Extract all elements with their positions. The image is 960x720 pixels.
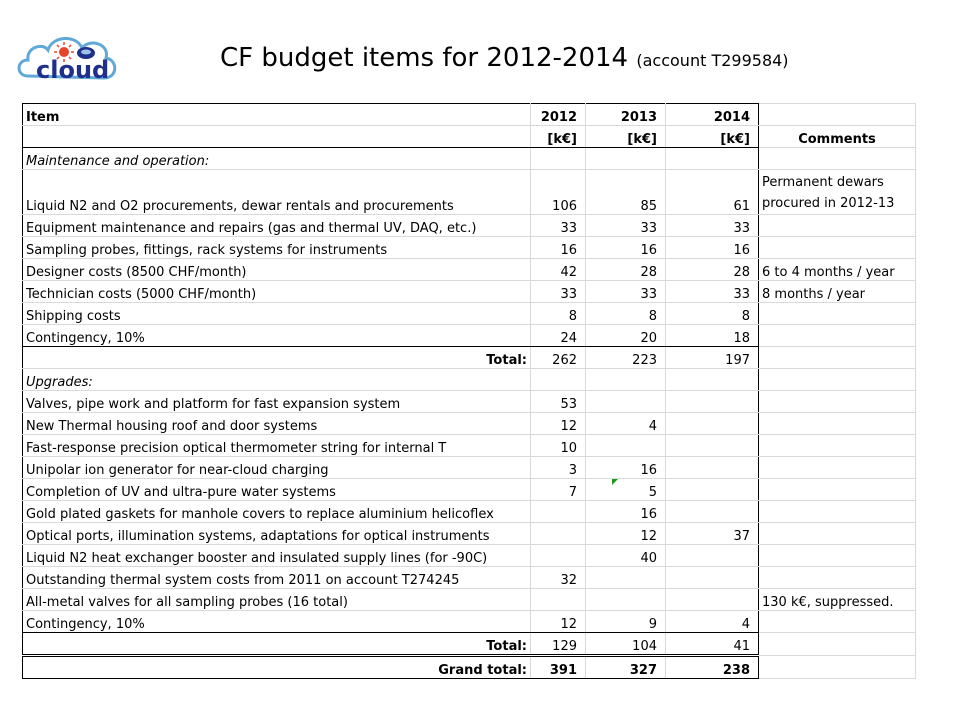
section-label: Upgrades: bbox=[23, 369, 531, 391]
title-main: CF budget items for 2012-2014 bbox=[220, 43, 629, 73]
cell-comment bbox=[759, 656, 916, 679]
cell-comment: 8 months / year bbox=[759, 281, 916, 303]
cell-2014 bbox=[666, 457, 759, 479]
table-row bbox=[23, 303, 916, 325]
table-row bbox=[23, 545, 916, 567]
cell-2013: 5 bbox=[586, 479, 666, 501]
cell-comment: 6 to 4 months / year bbox=[759, 259, 916, 281]
cell-2012: 12 bbox=[531, 413, 586, 435]
cell-item: Shipping costs bbox=[23, 303, 531, 325]
cell-2014: 61 bbox=[666, 170, 759, 215]
cell-2013: 12 bbox=[586, 523, 666, 545]
header-row bbox=[23, 104, 916, 126]
unit-2012: [k€] bbox=[531, 126, 586, 148]
cell-comment: 130 k€, suppressed. bbox=[759, 589, 916, 611]
grand-total-2013: 327 bbox=[586, 656, 666, 679]
cell-2012: 106 bbox=[531, 170, 586, 215]
cell-comment bbox=[759, 567, 916, 589]
cell-2012: 16 bbox=[531, 237, 586, 259]
cell-comment: Permanent dewars procured in 2012-13 bbox=[759, 170, 916, 215]
cell-item: Optical ports, illumination systems, adaptations for optical instruments bbox=[23, 523, 531, 545]
cell-comment bbox=[759, 611, 916, 633]
grand-total-2012: 391 bbox=[531, 656, 586, 679]
cell-2012: 32 bbox=[531, 567, 586, 589]
cell-2014 bbox=[666, 435, 759, 457]
table-row bbox=[23, 523, 916, 545]
grand-total-row bbox=[23, 656, 916, 679]
cell-2014 bbox=[666, 479, 759, 501]
cell-comment bbox=[759, 435, 916, 457]
cell-2012: 33 bbox=[531, 215, 586, 237]
total-row bbox=[23, 633, 916, 656]
cell-2012: 42 bbox=[531, 259, 586, 281]
cell-2012 bbox=[531, 501, 586, 523]
cell-2013 bbox=[586, 567, 666, 589]
total-2013: 223 bbox=[586, 347, 666, 369]
cell-2013 bbox=[586, 369, 666, 391]
cell-comment bbox=[759, 479, 916, 501]
table-row bbox=[23, 457, 916, 479]
cell-2012 bbox=[531, 545, 586, 567]
cell-2012: 53 bbox=[531, 391, 586, 413]
cell-comment bbox=[759, 391, 916, 413]
cell-2014 bbox=[666, 545, 759, 567]
cell-2014: 28 bbox=[666, 259, 759, 281]
cell-2013: 40 bbox=[586, 545, 666, 567]
cell-item: Fast-response precision optical thermometer string for internal T bbox=[23, 435, 531, 457]
cell-2014: 33 bbox=[666, 281, 759, 303]
cell-2013: 33 bbox=[586, 215, 666, 237]
cell-item: Unipolar ion generator for near-cloud charging bbox=[23, 457, 531, 479]
cell-2013 bbox=[586, 589, 666, 611]
cell-comment bbox=[759, 457, 916, 479]
page-title bbox=[220, 43, 789, 73]
cell-2012: 3 bbox=[531, 457, 586, 479]
cell-2012 bbox=[531, 369, 586, 391]
header-2014: 2014 bbox=[666, 104, 759, 126]
cell-2013: 20 bbox=[586, 325, 666, 347]
cell-2014: 4 bbox=[666, 611, 759, 633]
cell-2014 bbox=[666, 413, 759, 435]
cell-2012: 10 bbox=[531, 435, 586, 457]
unit-2013: [k€] bbox=[586, 126, 666, 148]
logo-text: cloud bbox=[36, 56, 110, 84]
cell-2013: 33 bbox=[586, 281, 666, 303]
cell-comment bbox=[759, 523, 916, 545]
total-row bbox=[23, 347, 916, 369]
table-row bbox=[23, 391, 916, 413]
cell-2012: 12 bbox=[531, 611, 586, 633]
table-row bbox=[23, 237, 916, 259]
cell-2012: 8 bbox=[531, 303, 586, 325]
table-row bbox=[23, 501, 916, 523]
cell-2014 bbox=[666, 589, 759, 611]
cell-comment bbox=[759, 633, 916, 656]
cell-2014 bbox=[666, 567, 759, 589]
cell-2014: 37 bbox=[666, 523, 759, 545]
table-row bbox=[23, 567, 916, 589]
cell-item: Equipment maintenance and repairs (gas and thermal UV, DAQ, etc.) bbox=[23, 215, 531, 237]
cell-item: Completion of UV and ultra-pure water systems bbox=[23, 479, 531, 501]
title-account: (account T299584) bbox=[636, 51, 789, 70]
total-2012: 129 bbox=[531, 633, 586, 656]
unit-item bbox=[23, 126, 531, 148]
cell-2013 bbox=[586, 148, 666, 170]
cell-item: Outstanding thermal system costs from 2011 on account T274245 bbox=[23, 567, 531, 589]
cell-comment bbox=[759, 501, 916, 523]
total-2014: 41 bbox=[666, 633, 759, 656]
cell-item: Liquid N2 heat exchanger booster and insulated supply lines (for -90C) bbox=[23, 545, 531, 567]
cell-item: Contingency, 10% bbox=[23, 611, 531, 633]
section-label: Maintenance and operation: bbox=[23, 148, 531, 170]
table-row bbox=[23, 215, 916, 237]
cell-comment bbox=[759, 545, 916, 567]
cell-2013: 9 bbox=[586, 611, 666, 633]
table-row bbox=[23, 325, 916, 347]
table-row bbox=[23, 281, 916, 303]
total-label: Total: bbox=[23, 347, 531, 369]
cell-comment bbox=[759, 148, 916, 170]
table-row bbox=[23, 413, 916, 435]
budget-table bbox=[22, 103, 916, 679]
cell-item: All-metal valves for all sampling probes (16 total) bbox=[23, 589, 531, 611]
cell-2013 bbox=[586, 391, 666, 413]
cell-2013 bbox=[586, 435, 666, 457]
section-label-row bbox=[23, 369, 916, 391]
cell-2014 bbox=[666, 501, 759, 523]
cell-2014: 18 bbox=[666, 325, 759, 347]
comments-header: Comments bbox=[759, 126, 916, 148]
table-row bbox=[23, 259, 916, 281]
section-label-row bbox=[23, 148, 916, 170]
cell-comment bbox=[759, 237, 916, 259]
total-label: Total: bbox=[23, 633, 531, 656]
cell-item: Sampling probes, fittings, rack systems for instruments bbox=[23, 237, 531, 259]
header-2013: 2013 bbox=[586, 104, 666, 126]
cell-2014: 33 bbox=[666, 215, 759, 237]
unit-row bbox=[23, 126, 916, 148]
cell-2014: 8 bbox=[666, 303, 759, 325]
total-2014: 197 bbox=[666, 347, 759, 369]
cell-2013: 8 bbox=[586, 303, 666, 325]
cell-2012: 7 bbox=[531, 479, 586, 501]
table-row bbox=[23, 611, 916, 633]
grand-total-label: Grand total: bbox=[23, 656, 531, 679]
cell-item: New Thermal housing roof and door systems bbox=[23, 413, 531, 435]
table-row bbox=[23, 170, 916, 215]
cell-item: Gold plated gaskets for manhole covers to replace aluminium helicoflex bbox=[23, 501, 531, 523]
cloud-logo bbox=[14, 28, 124, 86]
cell-2013: 16 bbox=[586, 457, 666, 479]
cell-comment bbox=[759, 215, 916, 237]
cell-comment bbox=[759, 303, 916, 325]
cell-2014 bbox=[666, 391, 759, 413]
cell-2012 bbox=[531, 589, 586, 611]
cell-2013: 28 bbox=[586, 259, 666, 281]
cell-item: Valves, pipe work and platform for fast expansion system bbox=[23, 391, 531, 413]
cell-comment bbox=[759, 369, 916, 391]
table-row bbox=[23, 435, 916, 457]
cell-item: Liquid N2 and O2 procurements, dewar rentals and procurements bbox=[23, 170, 531, 215]
cell-2013: 16 bbox=[586, 237, 666, 259]
cell-2013: 16 bbox=[586, 501, 666, 523]
cell-comment bbox=[759, 413, 916, 435]
cell-comment bbox=[759, 347, 916, 369]
cell-2012: 33 bbox=[531, 281, 586, 303]
cell-2012 bbox=[531, 523, 586, 545]
header-2012: 2012 bbox=[531, 104, 586, 126]
cell-item: Designer costs (8500 CHF/month) bbox=[23, 259, 531, 281]
header-comments-blank bbox=[759, 104, 916, 126]
unit-2014: [k€] bbox=[666, 126, 759, 148]
grand-total-2014: 238 bbox=[666, 656, 759, 679]
cell-2012: 24 bbox=[531, 325, 586, 347]
cell-comment bbox=[759, 325, 916, 347]
cell-2013: 85 bbox=[586, 170, 666, 215]
cell-2014: 16 bbox=[666, 237, 759, 259]
cell-item: Technician costs (5000 CHF/month) bbox=[23, 281, 531, 303]
cell-comment-marker bbox=[612, 479, 618, 485]
header-item: Item bbox=[23, 104, 531, 126]
table-row bbox=[23, 479, 916, 501]
total-2013: 104 bbox=[586, 633, 666, 656]
cell-item: Contingency, 10% bbox=[23, 325, 531, 347]
cell-2014 bbox=[666, 369, 759, 391]
table-row bbox=[23, 589, 916, 611]
total-2012: 262 bbox=[531, 347, 586, 369]
cell-2013: 4 bbox=[586, 413, 666, 435]
cell-2012 bbox=[531, 148, 586, 170]
cell-2014 bbox=[666, 148, 759, 170]
